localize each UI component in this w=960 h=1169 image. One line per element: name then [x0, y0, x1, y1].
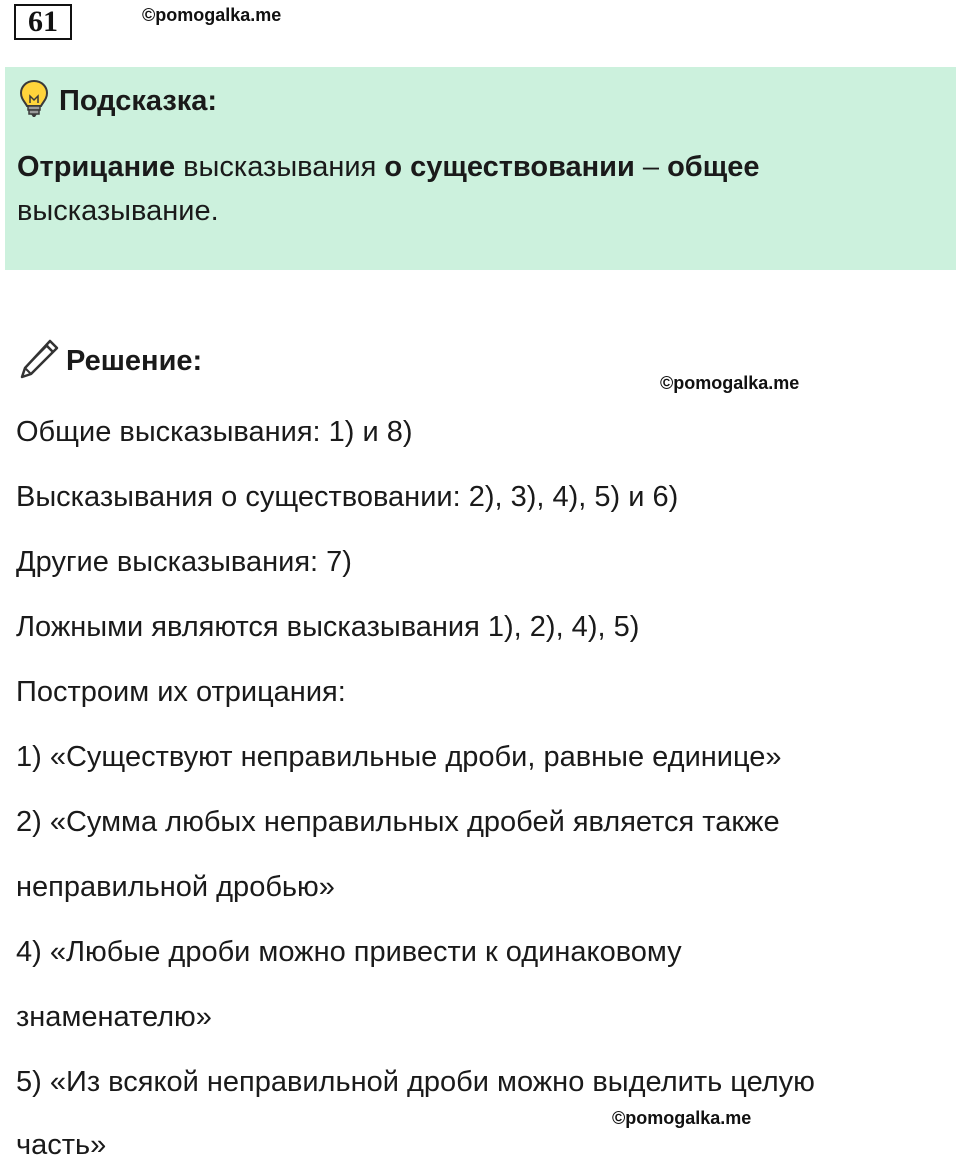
- hint-text-part: о существовании: [384, 151, 635, 183]
- hint-text-part: Отрицание: [17, 151, 176, 183]
- hint-text-part: –: [634, 151, 668, 183]
- hint-text-part: высказывания: [175, 151, 385, 183]
- solution-line: 5) «Из всякой неправильной дроби можно выделить целую: [16, 1066, 815, 1098]
- hint-text: [17, 145, 937, 233]
- watermark: ©pomogalka.me: [660, 373, 800, 393]
- solution-line: Общие высказывания: 1) и 8): [16, 416, 413, 448]
- solution-line: Построим их отрицания:: [16, 676, 346, 708]
- lightbulb-icon: [19, 79, 49, 124]
- hint-text-part: высказывание.: [17, 195, 219, 227]
- solution-line: Ложными являются высказывания 1), 2), 4), 5): [16, 611, 640, 643]
- solution-line: знаменателю»: [16, 1001, 212, 1033]
- solution-line: 2) «Сумма любых неправильных дробей является также: [16, 806, 780, 838]
- hint-box: [5, 67, 956, 270]
- hint-title: Подсказка:: [59, 85, 218, 117]
- solution-line: Другие высказывания: 7): [16, 546, 352, 578]
- pencil-icon: [18, 338, 60, 385]
- watermark: ©pomogalka.me: [612, 1108, 752, 1128]
- hint-header: [19, 79, 217, 124]
- solution-line: Высказывания о существовании: 2), 3), 4), 5) и 6): [16, 481, 679, 513]
- solution-line: 1) «Существуют неправильные дроби, равные единице»: [16, 741, 782, 773]
- solution-line: неправильной дробью»: [16, 871, 335, 903]
- solution-line: часть»: [16, 1129, 107, 1161]
- hint-text-part: общее: [667, 151, 760, 183]
- solution-title: Решение:: [66, 345, 203, 377]
- solution-header: [18, 338, 202, 385]
- watermark: ©pomogalka.me: [142, 5, 282, 25]
- task-number: 61: [14, 4, 72, 40]
- solution-line: 4) «Любые дроби можно привести к одинаковому: [16, 936, 682, 968]
